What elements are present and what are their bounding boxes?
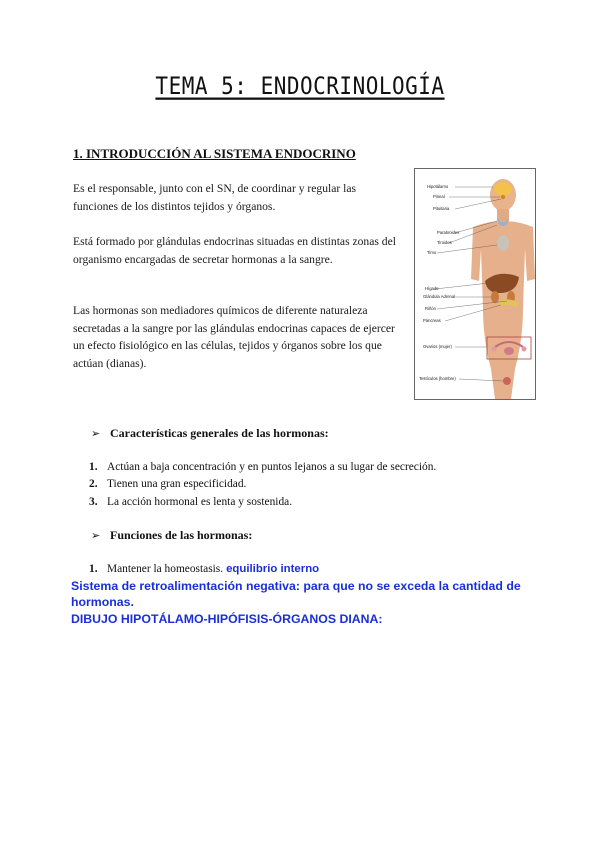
- feedback-note: Sistema de retroalimentación negativa: para que no se exceda la cantidad de hormonas.: [71, 579, 521, 609]
- characteristics-list: [89, 458, 436, 511]
- list-item: [89, 476, 436, 494]
- characteristics-heading: [91, 426, 329, 441]
- label-suprarrenal: Glándula Adrenal: [423, 294, 456, 299]
- list-number: 1.: [89, 562, 98, 575]
- list-item: [89, 458, 436, 476]
- list-item: [89, 493, 436, 511]
- label-testiculos: Testículos (hombre): [419, 376, 456, 381]
- functions-list: [89, 560, 319, 578]
- paragraph-hormones-definition: Las hormonas son mediadores químicos de diferente naturaleza secretadas a la sangre por las glándulas endocrinas capaces de ejercer un efecto fisiológico en las células, tejidos y órganos sobre los que actúan (dianas).: [73, 304, 395, 370]
- label-pancreas: Páncreas: [423, 318, 441, 323]
- label-timo: Timo: [427, 250, 437, 255]
- label-pineal: Pineal: [433, 194, 445, 199]
- drawing-note: DIBUJO HIPOTÁLAMO-HIPÓFISIS-ÓRGANOS DIANA:: [71, 612, 383, 626]
- highlight-note: equilibrio interno: [226, 562, 320, 575]
- list-text: La acción hormonal es lenta y sostenida.: [107, 495, 293, 508]
- endocrine-system-figure: [414, 168, 536, 400]
- list-text: Tienen una gran especificidad.: [107, 478, 247, 491]
- label-paratiroides: Paratiroides: [437, 230, 460, 235]
- paragraph-responsibility: Es el responsable, junto con el SN, de coordinar y regular las funciones de los distintos tejidos y órganos.: [73, 182, 356, 213]
- list-number: 1.: [89, 460, 98, 473]
- functions-heading-text: Funciones de las hormonas:: [110, 528, 253, 542]
- page-title: TEMA 5: ENDOCRINOLOGÍA: [155, 72, 445, 100]
- label-higado: Hígado: [425, 286, 439, 291]
- label-hipotalamo: Hipotálamo: [427, 184, 449, 189]
- arrow-bullet-icon: ➢: [91, 427, 101, 440]
- label-pituitaria: Pituitaria: [433, 206, 450, 211]
- characteristics-heading-text: Características generales de las hormonas:: [110, 426, 329, 440]
- list-number: 2.: [89, 478, 98, 491]
- functions-heading: [91, 528, 252, 543]
- paragraph-composition: Está formado por glándulas endocrinas situadas en distintas zonas del organismo encargadas de secretar hormonas a la sangre.: [73, 235, 396, 266]
- human-body-illustration: [415, 169, 535, 399]
- label-ovarios: Ovarios (mujer): [423, 344, 452, 349]
- list-item: [89, 560, 319, 578]
- list-number: 3.: [89, 495, 98, 508]
- label-rinon: Riñón: [425, 306, 436, 311]
- arrow-bullet-icon: ➢: [91, 529, 101, 542]
- section-heading-introduction: 1. INTRODUCCIÓN AL SISTEMA ENDOCRINO: [73, 146, 356, 161]
- list-text: Mantener la homeostasis.: [107, 562, 224, 575]
- list-text: Actúan a baja concentración y en puntos lejanos a su lugar de secreción.: [107, 460, 437, 473]
- label-tiroides: Tiroides: [437, 240, 452, 245]
